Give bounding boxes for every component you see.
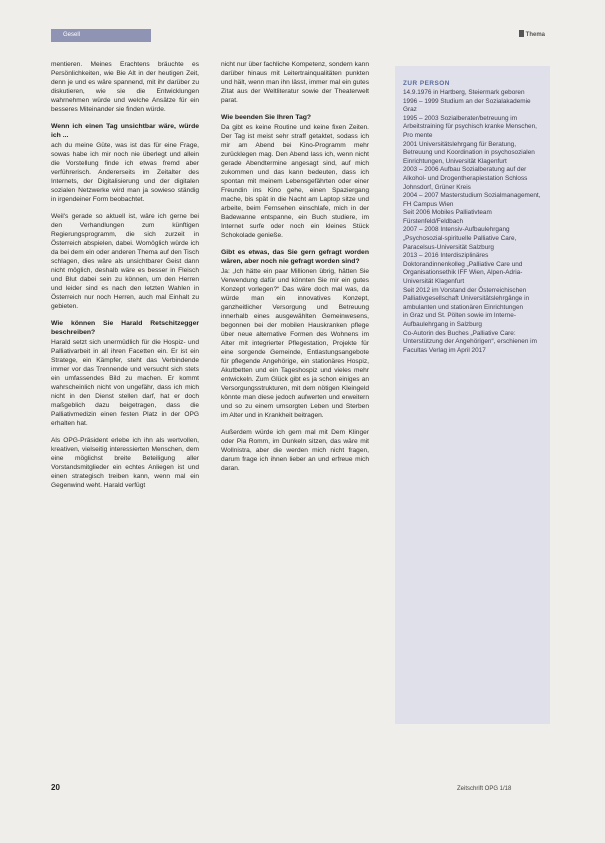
sidebar-heading: ZUR PERSON (403, 80, 450, 88)
paragraph: Da gibt es keine Routine und keine fixen Zeiten. Der Tag ist meist sehr straff getaktet, sodass ich mir am Abend bei Kino-Programm mehr zurücklegen mag. Den Abend lass ich, wenn nicht gerade Abendtermine angesagt sind, auf mich zukommen und das kann bedeuten, dass ich spontan mit meinem Lebensgefährten oder einer Freundin ins Kino gehe, einen Spaziergang mache, bis spät in die Nacht am Laptop sitze und arbeite, beim Fernsehen einschlafe, mich in der Badewanne entspanne, ein Buch studiere, im Internet surfe oder noch ein kleines Stück Schokolade genieße. (221, 124, 369, 239)
bio-entry: Seit 2006 Mobiles Palliativteam Fürstenfeld/Feldbach (403, 209, 492, 225)
bio-entry: 14.9.1976 in Hartberg, Steiermark geboren (403, 88, 525, 96)
question-heading: Gibt es etwas, das Sie gern gefragt worden wären, aber noch nie gefragt worden sind? (221, 249, 369, 265)
bio-entry: 2007 – 2008 Intensiv-Aufbaulehrgang „Psychosozial-spirituelle Palliative Care, Paracelsus-Universität Salzburg (403, 226, 517, 251)
question-heading: Wie beenden Sie Ihren Tag? (221, 114, 312, 121)
bio-entry: in Graz und St. Pölten sowie im Interne-Aufbaulehrgang in Salzburg (403, 312, 516, 329)
bio-entry: 1996 – 1999 Studium an der Sozialakademie Graz (403, 97, 531, 114)
bio-entry: 1995 – 2003 Sozialberater/betreuung im Arbeitstraining für psychisch kranke Menschen, Pro mente (403, 114, 537, 139)
bio-entry: 2004 – 2007 Masterstudium Sozialmanagement, FH Campus Wien (403, 192, 541, 208)
bio-entry: 2013 – 2016 Interdisziplinäres Doktorandinnenkolleg „Palliative Care und Organisationsethik IFF Wien, Alpen-Adria-Universität Klagenfurt (403, 252, 523, 286)
paragraph: Außerdem würde ich gern mal mit Dem Klinger oder Pia Romm, im Dunkeln sitzen, das wäre mit Wollnistra, aber die werden mich nicht fragen, darum frage ich ihnen lieber an und erfreue mich daran. (221, 429, 369, 472)
paragraph: Weil's gerade so aktuell ist, wäre ich gerne bei den Verhandlungen zum künftigen Regierungsprogramm, die sich zurzeit in Österreich abspielen, dabei. Womöglich würde ich da bei dem ein oder anderen Thema auf den Tisch schlagen, dies wäre als unsichtbarer Geist dann nicht möglich, deshalb wäre es besser in Fleisch und Blut dabei sein zu können, um den Herren und leider sind es nach den letzten Wahlen in Österreich nur noch Herren, auch mal Einhalt zu gebieten. (51, 213, 199, 310)
article-column-1 (51, 60, 199, 498)
brand-text: Thema (525, 32, 545, 38)
section-tab: Gesell (51, 29, 151, 42)
publication-label: Zeitschrift OPG 1/18 (457, 786, 512, 792)
brand-logo-icon (519, 30, 524, 37)
paragraph: mentieren. Meines Erachtens bräuchte es Persönlichkeiten, wie Bie Alt in der heutigen Zeit, denn je und es wäre spannend, mit ihr darüber zu diskutieren, wie sie die Entwicklungen wahrnehmen würde und welche Ansätze für ein besseres Miteinander sie finden würde. (51, 61, 199, 113)
bio-entry: Seit 2012 im Vorstand der Österreichischen Palliativgesellschaft Universitätslehrgänge in ambulanten und stationären Einrichtungen (403, 286, 530, 311)
paragraph: ach du meine Güte, was ist das für eine Frage, sowas habe ich mir noch nie überlegt und allein die Vorstellung finde ich etwas fremd aber verführerisch. Andererseits im Zeitalter des Internets, der Digitalisierung und der digitalen sozialen Netzwerke wird man ja sowieso ständig in irgendeiner Form beobachtet. (51, 142, 199, 203)
brand-label (519, 30, 545, 38)
paragraph: nicht nur über fachliche Kompetenz, sondern kann darüber hinaus mit Leitertrainqualitäten punkten und hält, wenn man ihn lässt, immer mal ein gutes Zitat aus der Weltliteratur sowie der Theaterwelt parat. (221, 61, 369, 104)
bio-entry: Co-Autorin des Buches „Palliative Care: Unterstützung der Angehörigen“, erschienen im Facultas Verlag im April 2017 (403, 329, 537, 354)
paragraph: Ja: „Ich hätte ein paar Millionen übrig, hätten Sie Verwendung dafür und könnten Sie mir ein gutes Konzept vorlegen?“ Das wäre doch mal was, da würde man ein innovatives Konzept, ganzheitlicher Versorgung und Betreuung innerhalb eines ausgewählten Gemeinwesens, begonnen bei der mobilen Hauskranken pflege über neue alternative Formen des Wohnens im Alter mit integrierter Pflegestation, Projekte für eine sorgende Gemeinde, Entlastungsangebote für pflegende Angehörige, ein stationäres Hospiz, Akutbetten und ein Tageshospiz und vieles mehr entwickeln. Zum Glück gibt es ja schon einiges an Versorgungsstrukturen, mit dem nötigen Kleingeld könnte man diese jedoch aufwerten und erweitern und so zu einem umsorgten Leben und Sterben im Alter und in Krankheit beitragen. (221, 268, 369, 419)
paragraph: Harald setzt sich unermüdlich für die Hospiz- und Palliativarbeit in all ihren Facetten ein. Er ist ein Stratege, ein Kämpfer, steht das Verbindende immer vor das Trennende und versucht sich stets ein umfassendes Bild zu machen. Er kommt wahrscheinlich nicht von ungefähr, dass ich mich nicht in den Dienst stellen darf, hat er doch maßgeblich dazu beigetragen, dass die Palliativmedizin einen festen Platz in der OPG erhalten hat. (51, 339, 199, 427)
bio-entry: 2001 Universitätslehrgang für Beratung, Betreuung und Koordination in psychosozialen Einrichtungen, Universität Klagenfurt (403, 140, 535, 165)
page-number: 20 (51, 783, 60, 792)
article-column-2 (221, 60, 369, 481)
biography-sidebar (395, 66, 550, 724)
question-heading: Wenn ich einen Tag unsichtbar wäre, würde ich ... (51, 123, 199, 139)
paragraph: Als OPG-Präsident erlebe ich ihn als wertvollen, kreativen, vielseitig interessierten Menschen, dem eine möglichst breite Beteiligung aller Vorstandsmitglieder ein echtes Anliegen ist und einen strategisch treiben kann, wenn mal ein Gegenwind weht. Harald verfügt (51, 437, 199, 489)
question-heading: Wie können Sie Harald Retschitzegger beschreiben? (51, 320, 199, 336)
bio-entry: 2003 – 2006 Aufbau Sozialberatung auf der Alkohol- und Drogentherapiestation Schloss Johnsdorf, Grüner Kreis (403, 166, 528, 191)
